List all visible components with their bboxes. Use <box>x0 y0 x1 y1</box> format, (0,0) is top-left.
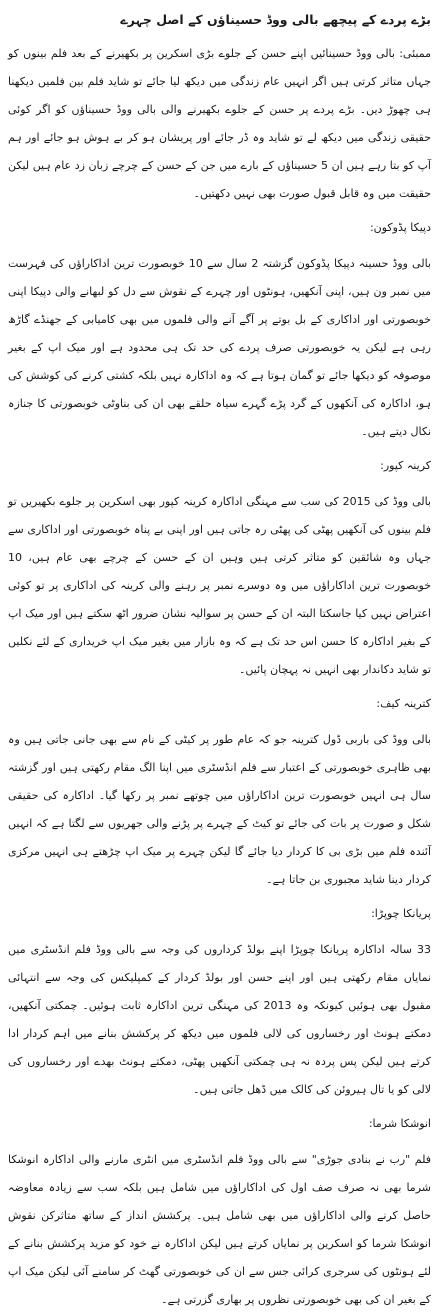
section-heading-katrina: کترینہ کیف: <box>376 697 431 710</box>
section-heading-priyanka: پریانکا چوپڑا: <box>371 907 431 920</box>
article-intro: ممبئی: بالی ووڈ حسینائیں اپنے حسن کے جلوے بڑی اسکرین پر بکھیرنے کے بعد فلم بینوں کو جہاں متاثر کرتی ہیں اگر انہیں عام زندگی میں دیکھ لیا جائے تو شاید فلم بین فلمیں دیکھنا ہی چھوڑ دیں۔ بڑے پردے پر حسن کے جلوے بکھیرنے والی بالی ووڈ حسیناؤں کو اگر کوئی حقیقی زندگی میں دیکھ لے تو شاید وہ ڈر جائے اور پریشان ہو کر بے ہوش ہو جائے اور ہم آپ کو بتا رہے ہیں ان 5 حسیناؤں کے بارے میں جن کے حسن کے چرچے زبان زد عام ہیں لیکن حقیقت میں وہ قابل قبول صورت بھی نہیں دکھتیں۔ <box>8 47 431 200</box>
section-body-katrina: بالی ووڈ کی باربی ڈول کترینہ جو کہ عام طور پر کیٹی کے نام سے بھی جانی جاتی ہیں وہ بھی ظاہری خوبصورتی کے اعتبار سے فلم انڈسٹری میں اپنا الگ مقام رکھتی ہیں اور گزشتہ سال ہی انہیں خوبصورت ترین اداکاراؤں میں چوتھے نمبر پر رکھا گیا۔ اداکارہ کی حقیقی شکل و صورت پر بات کی جائے تو کیٹ کے چہرے پر پڑنے والی جھریوں سے لگتا ہے کہ انہیں آئندہ فلم میں بڑی بی کا کردار دیا جائے گا لیکن چہرے پر میک اپ چڑھتے ہی انہیں مرکزی کردار دینا شاید مجبوری بن جاتا ہے۔ <box>8 733 431 886</box>
section-body-deepika: بالی ووڈ حسینہ دپیکا پڈوکون گزشتہ 2 سال سے 10 خوبصورت ترین اداکاراؤں کی فہرست میں نمبر ون ہیں، اپنی آنکھیں، ہونٹوں اور چہرے کے نقوش سے دل کو لبھانے والی دپیکا اپنی خوبصورتی اور اداکاری کے بل بوتے پر آگے آنے والی فلموں میں بھی کامیابی کے جھنڈے گاڑھ رہی ہے لیکن یہ خوبصورتی صرف پردے کی حد تک ہی محدود ہے اور میک اپ کے بغیر موصوفہ کو دیکھا جائے تو گمان ہوتا ہے کہ وہ اداکارہ نہیں بلکہ کشتی کرنے کی کوشش کی ہو، اداکارہ کی آنکھوں کے گرد پڑے گہرے سیاہ حلقے بھی ان کی بناوٹی خوبصورتی کا جنازہ نکال دیتے ہیں۔ <box>8 257 431 438</box>
section-body-anushka: فلم "رب نے بنادی جوڑی" سے بالی ووڈ فلم انڈسٹری میں انٹری مارنے والی اداکارہ انوشکا شرما بھی نہ صرف صف اول کی اداکاراؤں میں شامل ہیں بلکہ سب سے زیادہ معاوضہ حاصل کرنے والی اداکاراؤں میں بھی شامل ہیں۔ پرکشش انداز کے ساتھ متاثرکن نقوش انوشکا شرما کو اسکرین پر نمایاں کرتے ہیں لیکن اداکارہ نے خود کو مزید پرکشش بنانے کے لئے ہونٹوں کی سرجری کرائی جس سے ان کی خوبصورتی گھٹ کر سامنے آئی لیکن میک اپ کے بغیر ان کی بھی خوبصورتی نظروں پر بھاری گزرتی ہے۔ <box>8 1153 431 1306</box>
article-title: بڑے پردے کے پیچھے بالی ووڈ حسیناؤں کے اصل چہرے <box>120 12 431 27</box>
section-body-kareena: بالی ووڈ کی 2015 کی سب سے مہنگی اداکارہ کرینہ کپور بھی اسکرین پر جلوے بکھیریں تو فلم بینوں کی آنکھیں پھٹی کی پھٹی رہ جاتی ہیں اور اپنی بے پناہ خوبصورتی اور اداکاری سے جہاں وہ شائقین کو متاثر کرتی ہیں وہیں ان کے حسن کے چرچے بھی عام ہیں، 10 خوبصورت ترین اداکاراؤں میں وہ دوسرے نمبر پر رہنے والی کرینہ کی اداکاری پر تو کوئی اعتراض نہیں کیا جاسکتا البتہ ان کے حسن پر سوالیہ نشان ضرور اٹھ سکتے ہیں اور میک اپ کے بغیر اداکارہ کا حسن اس حد تک ہے کہ وہ بازار میں بغیر میک اپ خریداری کے لئے نکلیں تو شاید دکاندار بھی انہیں نہ پہچان پائیں۔ <box>8 495 431 676</box>
section-heading-anushka: انوشکا شرما: <box>368 1117 431 1130</box>
section-heading-kareena: کرینہ کپور: <box>380 459 431 472</box>
section-body-priyanka: 33 سالہ اداکارہ پریانکا چوپڑا اپنے بولڈ کرداروں کی وجہ سے بالی ووڈ فلم انڈسٹری میں نمایاں مقام رکھتی ہیں اور اپنے حسن اور بولڈ کردار کے کمپلیکس کی وجہ سے انتہائی مقبول بھی ہوئیں کیونکہ وہ 2013 کی مہنگی ترین اداکارہ ثابت ہوئیں۔ چمکتی آنکھیں، دمکتے ہونٹ اور رخساروں کی لالی فلموں میں دیکھ کر پرکشش بنانے میں اہم کردار ادا کرتے ہیں لیکن پس پردہ نہ ہی چمکتی آنکھیں پھٹی، دمکتے ہونٹ بھدے اور رخساروں کی لالی کو یا تال ہیروئن کی کالک میں ڈھل جاتی ہیں۔ <box>8 943 432 1096</box>
section-heading-deepika: دپیکا پڈوکون: <box>369 221 431 234</box>
